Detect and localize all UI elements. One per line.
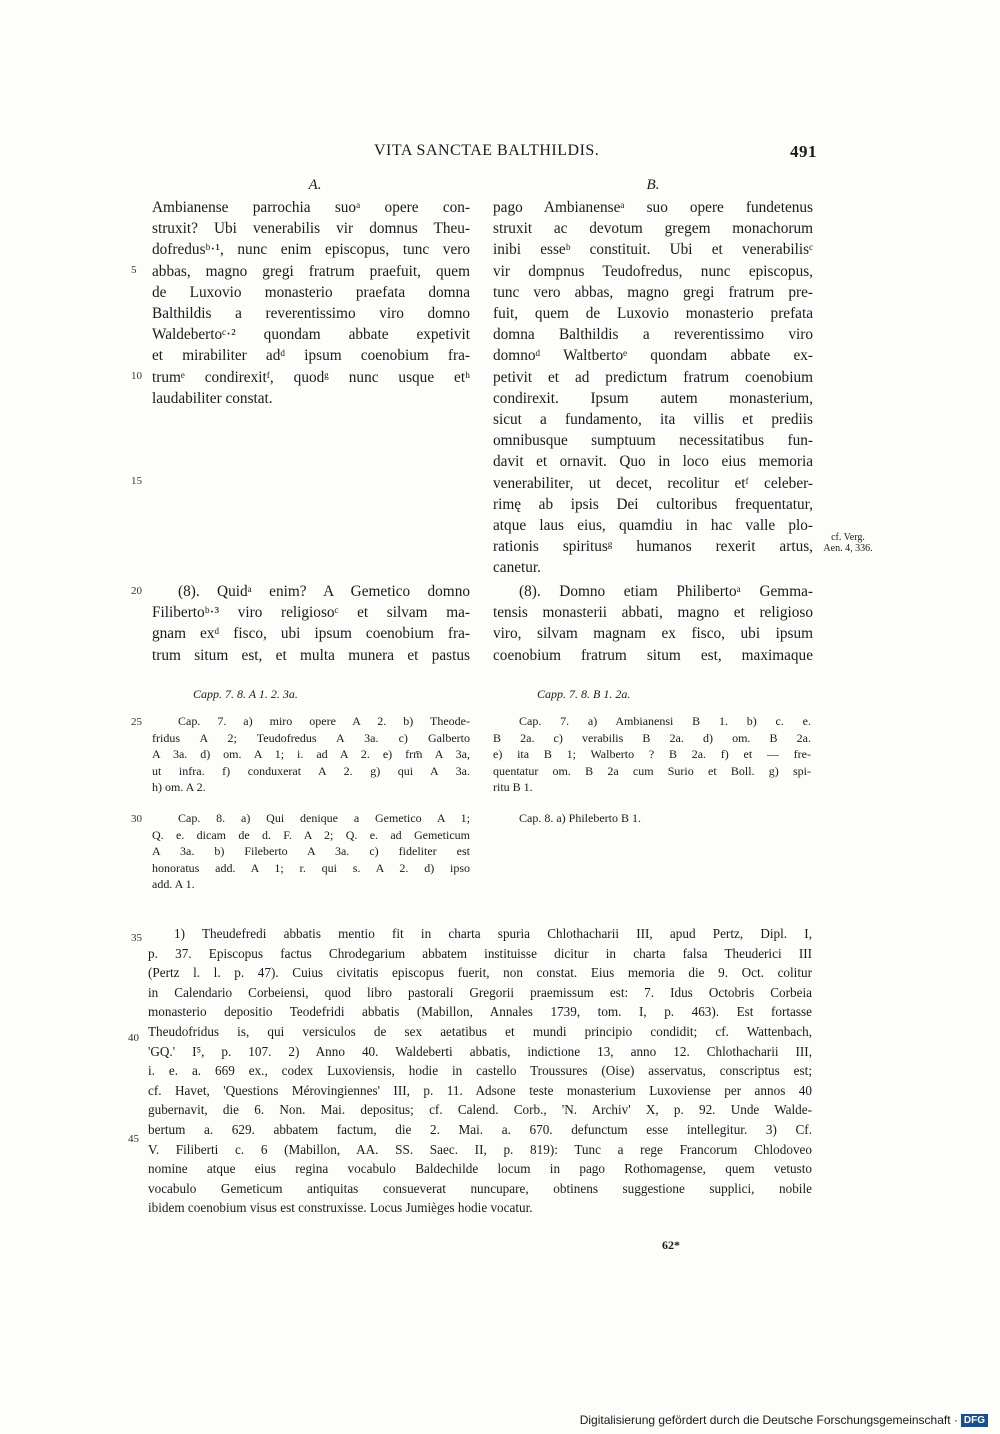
apparatus-line: Cap. 7. a) miro opere A 2. b) Theode- [178,714,470,728]
page-number: 491 [790,142,817,161]
text-line: domna Balthildis a reverentissimo viro [493,326,813,344]
apparatus-line: add. A 1. [152,877,195,892]
text-line: struxit? Ubi venerabilis vir domnus Theu- [152,220,470,238]
side-note [816,532,880,554]
footnote-line: in Calendario Corbeiensi, quod libro pastorali Gregorii praemissum est: 7. Idus Octobris Corbeia [148,984,812,1000]
apparatus-line: ritu B 1. [493,780,533,795]
text-line: canetur. [493,559,541,577]
text-line: venerabiliter, ut decet, recolitur etᶠ celeber- [493,474,813,492]
text-line: rationis spiritusᵍ humanos rexerit artus, [493,538,813,556]
apparatus-line: h) om. A 2. [152,780,206,795]
column-b-block1 [493,197,813,579]
footnote-line: vocabulo Gemeticum antiquitas consueverat nuncupare, obtinens suggestione supplici, nobile [148,1180,812,1196]
text-line: Waldebertoᶜ·² quondam abbate expetivit [152,326,470,344]
apparatus-a-sources: Capp. 7. 8. A 1. 2. 3a. [193,687,298,701]
text-line: davit et ornavit. Quo in loco eius memoria [493,453,813,471]
line-number: 25 [131,716,142,728]
line-number: 30 [131,813,142,825]
text-line: viro, silvam magnam ex fisco, ubi ipsum [493,625,813,643]
text-line: pago Ambianenseᵃ suo opere fundetenus [493,199,813,216]
text-line: Balthildis a reverentissimo viro domno [152,305,470,323]
line-number: 35 [131,932,142,944]
apparatus-line: Cap. 7. a) Ambianensi B 1. b) c. e. [519,714,811,728]
apparatus-line: B 2a. c) verabilis B 2a. d) om. B 2a. [493,730,811,745]
text-line: tensis monasterii abbati, magno et religioso [493,604,813,622]
apparatus-line: honoratus add. A 1; r. qui s. A 2. d) ipso [152,860,470,875]
line-number: 5 [131,264,137,276]
text-line: tunc vero abbas, magno gregi fratrum pre- [493,283,813,301]
footnote-line: bertum a. 629. abbatem factum, die 2. Mai. a. 670. defunctum esse intellegitur. 3) Cf. [148,1121,812,1137]
line-number: 10 [131,370,142,382]
footnote-line: monasterio depositio Teodefridi abbatis (Mabillon, Annales 1739, tom. I, p. 463). Est fortasse [148,1004,812,1020]
side-note-line: cf. Verg. [831,532,865,543]
text-line: dofredusᵇ·¹, nunc enim episcopus, tunc vero [152,241,470,259]
text-line: struxit ac devotum gregem monachorum [493,220,813,238]
apparatus-line: Q. e. dicam de d. F. A 2; Q. e. ad Gemeticum [152,827,470,842]
text-line: atque laus eius, quamdiu in hac valle plo- [493,517,813,535]
footnote-line: ibidem coenobium visus est construxisse. Locus Jumièges hodie vocatur. [148,1200,533,1216]
apparatus-line: e) ita B 1; Walberto ? B 2a. f) et — fre- [493,747,811,762]
signature-mark: 62* [662,1238,680,1252]
apparatus-b-sources: Capp. 7. 8. B 1. 2a. [537,687,631,701]
column-b-block2 [493,581,813,666]
text-line: trum situm est, et multa munera et pastus [152,646,470,664]
text-line: vir dompnus Teudofredus, nunc episcopus, [493,262,813,280]
text-line: (8). Quidᵃ enim? A Gemetico domno [178,583,470,600]
line-number: 40 [128,1032,139,1044]
footnote-line: V. Filiberti c. 6 (Mabillon, AA. SS. Saec. II, p. 819): Tunc a rege Francorum Chlodoveo [148,1141,812,1157]
line-number: 45 [128,1133,139,1145]
column-a-block2 [152,581,470,666]
text-line: Filibertoᵇ·³ viro religiosoᶜ et silvam ma- [152,604,470,622]
text-line: abbas, magno gregi fratrum praefuit, quem [152,262,470,280]
apparatus-b-cap7 [493,713,811,796]
column-a-block1 [152,197,470,409]
dfg-logo: DFG [961,1414,988,1427]
footnote-line: Theudofridus is, qui versiculos de sex aetatibus et mundi principio condidit; cf. Wattenbach, [148,1023,812,1039]
footnote-line: i. e. a. 669 ex., codex Luxoviensis, hodie in castello Troussures (Oise) asservatus, conscriptus est; [148,1063,812,1079]
text-line: omnibusque sumptuum necessitatibus fun- [493,432,813,450]
text-line: et mirabiliter adᵈ ipsum coenobium fra- [152,347,470,365]
text-line: de Luxovio monasterio praefata domna [152,283,470,301]
running-title: VITA SANCTAE BALTHILDIS. [374,142,600,159]
footnote-line: 'GQ.' I⁵, p. 107. 2) Anno 40. Waldeberti abbatis, indictione 13, anno 12. Chlothacharii III, [148,1043,812,1059]
text-line: rimę ab ipsis Dei cultoribus frequentatur, [493,495,813,513]
dfg-footer [580,1413,988,1427]
line-number: 20 [131,585,142,597]
column-b-label: B. [646,177,660,193]
apparatus-line: fridus A 2; Teudofredus A 3a. c) Galberto [152,730,470,745]
apparatus-a-cap7 [152,713,470,796]
text-line: condirexit. Ipsum autem monasterium, [493,389,813,407]
footnotes [148,924,812,1218]
text-line: laudabiliter constat. [152,389,273,407]
side-note-line: Aen. 4, 336. [823,543,873,554]
apparatus-a-cap8 [152,810,470,893]
footnote-line: gubernavit, die 6. Non. Mai. depositus; cf. Calend. Corb., 'N. Archiv' X, p. 92. Unde Walde- [148,1102,812,1118]
line-number: 15 [131,475,142,487]
text-line: domnoᵈ Waltbertoᵉ quondam abbate ex- [493,347,813,365]
footnote-line: nomine atque eius regina vocabulo Baldechilde locum in pago Rothomagense, quem vetusto [148,1161,812,1177]
text-line: Ambianense parrochia suoᵃ opere con- [152,199,470,216]
apparatus-line: Cap. 8. a) Phileberto B 1. [519,811,641,825]
footer-text: Digitalisierung gefördert durch die Deutsche Forschungsgemeinschaft · [579,1413,958,1427]
footnote-line: 1) Theudefredi abbatis mentio fit in charta spuria Chlothacharii III, apud Pertz, Dipl. I, [174,926,812,941]
text-line: coenobium fratrum situm est, maximaque [493,646,813,664]
text-line: fuit, quem de Luxovio monasterio prefata [493,305,813,323]
text-line: (8). Domno etiam Philibertoᵃ Gemma- [519,583,813,600]
text-line: inibi esseᵇ constituit. Ubi et venerabilisᶜ [493,241,813,259]
text-line: petivit et ad predictum fratrum coenobium [493,368,813,386]
apparatus-line: quentatur om. B 2a cum Surio et Boll. g) spi- [493,763,811,778]
apparatus-b-cap8 [493,810,811,827]
footnote-line: (Pertz l. l. p. 47). Cuius civitatis episcopus fuerit, non constat. Eius memoria die 9. Oct. colitur [148,965,812,981]
column-a-label: A. [308,177,322,193]
apparatus-line: A 3a. d) om. A 1; i. ad A 2. e) frm̄ A 3a, [152,747,470,762]
text-line: trumᵉ condirexitᶠ, quodᵍ nunc usque etʰ [152,368,470,386]
apparatus-line: A 3a. b) Fileberto A 3a. c) fideliter est [152,844,470,859]
text-line: gnam exᵈ fisco, ubi ipsum coenobium fra- [152,625,470,643]
apparatus-line: Cap. 8. a) Qui denique a Gemetico A 1; [178,811,470,825]
footnote-line: p. 37. Episcopus factus Chrodegarium abbatem instituisse dicitur in charta falsa Theuderici III [148,945,812,961]
apparatus-line: ut infra. f) conduxerat A 2. g) qui A 3a. [152,763,470,778]
footnote-line: cf. Havet, 'Questions Mérovingiennes' III, p. 11. Adsone teste monasterium Luxoviense per annos 40 [148,1082,812,1098]
text-line: sicut a fundamento, ita villis et prediis [493,411,813,429]
